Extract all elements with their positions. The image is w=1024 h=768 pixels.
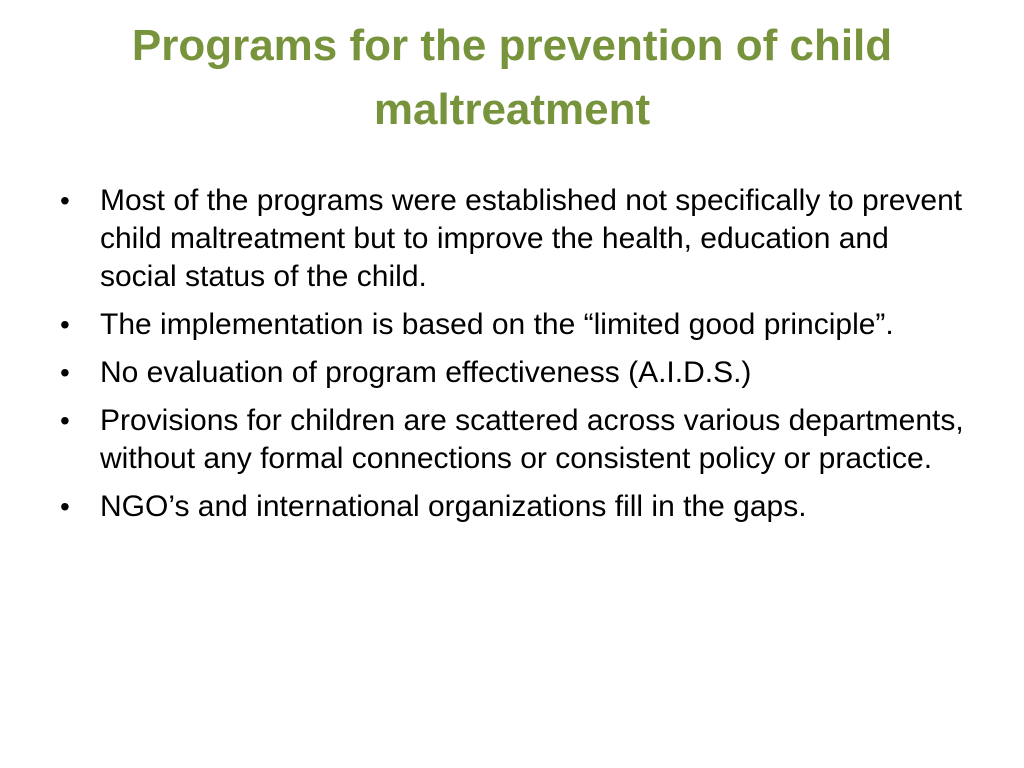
- bullet-icon: •: [60, 185, 70, 216]
- bullet-text: No evaluation of program effectiveness (A.I.D.S.): [100, 356, 752, 389]
- bullet-icon: •: [60, 309, 70, 340]
- bullet-item: [58, 488, 968, 526]
- bullet-icon: •: [60, 405, 70, 436]
- bullet-text: Provisions for children are scattered across various departments, without any formal connections or consistent policy or practice.: [100, 404, 964, 475]
- bullet-item: [58, 182, 968, 296]
- bullet-icon: •: [60, 357, 70, 388]
- bullet-item: [58, 354, 968, 392]
- bullet-text: Most of the programs were established not specifically to prevent child maltreatment but to improve the health, education and social status of the child.: [100, 184, 963, 293]
- bullet-list: [58, 182, 968, 536]
- bullet-item: [58, 306, 968, 344]
- bullet-text: NGO’s and international organizations fill in the gaps.: [100, 490, 807, 523]
- bullet-item: [58, 402, 968, 478]
- slide-title: Programs for the prevention of child maltreatment: [131, 21, 893, 134]
- bullet-icon: •: [60, 491, 70, 522]
- bullet-text: The implementation is based on the “limited good principle”.: [100, 308, 894, 341]
